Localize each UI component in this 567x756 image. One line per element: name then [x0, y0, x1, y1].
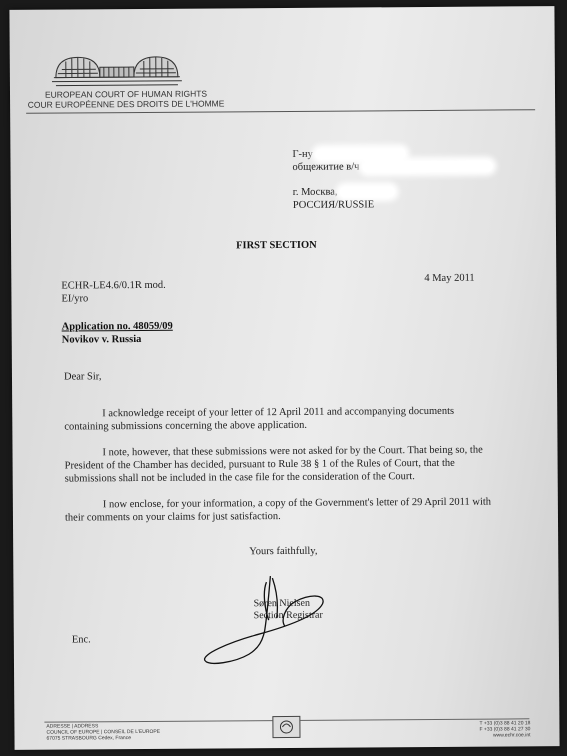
court-name-en: EUROPEAN COURT OF HUMAN RIGHTS	[44, 88, 208, 100]
letterhead-divider	[26, 109, 535, 114]
paragraph-1: I acknowledge receipt of your letter of 12 April 2011 and accompanying documents containing submissions concerning the above application.	[64, 405, 455, 433]
footer-phone: T +33 (0)3 88 41 20 18	[479, 720, 531, 727]
council-of-europe-logo	[272, 716, 300, 738]
redaction-mark	[340, 186, 395, 197]
footer-address-city: 67075 STRASBOURG Cedex, France	[46, 735, 132, 742]
footer-address	[46, 723, 160, 742]
addressee-line2: общежитие в/ч	[292, 161, 360, 173]
court-name-fr: COUR EUROPÉENNE DES DROITS DE L'HOMME	[27, 98, 225, 110]
redaction-mark	[315, 148, 405, 160]
paragraph-3: I now enclose, for your information, a copy of the Government's letter of 29 April 2011 with their comments on your claims for just satisfaction.	[64, 496, 492, 524]
signatory-title: Section Registrar	[253, 609, 323, 622]
court-name	[26, 88, 226, 109]
reference-code: ECHR-LE4.6/0.1R mod.	[61, 279, 166, 292]
paragraph-2: I note, however, that these submissions were not asked for by the Court. That being so, the President of the Chamber has decided, pursuant to Rule 38 § 1 of the Rules of Court, that the submissions shall not be included in the case file for the consideration of the Court.	[64, 444, 483, 485]
addressee-line4: РОССИЯ/RUSSIE	[292, 199, 375, 211]
section-title: FIRST SECTION	[236, 239, 317, 252]
addressee-block	[292, 147, 492, 212]
reference-block	[61, 279, 166, 306]
redaction-mark	[362, 161, 492, 173]
letter-date: 4 May 2011	[424, 272, 475, 285]
case-name: Novikov v. Russia	[61, 333, 142, 346]
salutation: Dear Sir,	[63, 371, 102, 383]
signatory-name: Søren Nielsen	[253, 597, 311, 610]
addressee-line3: г. Москва,	[292, 186, 338, 198]
addressee-line1: Г-ну	[292, 148, 313, 160]
footer-address-org: COUNCIL OF EUROPE | CONSEIL DE L'EUROPE	[46, 728, 161, 736]
footer-address-label: ADRESSE | ADDRESS	[46, 723, 99, 730]
reference-initials: EI/yro	[61, 293, 89, 305]
application-number: Application no. 48059/09	[61, 320, 173, 333]
footer-website: www.echr.coe.int	[492, 732, 531, 739]
enclosure-note: Enc.	[71, 634, 91, 646]
footer-contact	[440, 720, 530, 739]
closing: Yours faithfully,	[249, 545, 318, 558]
letter-page	[9, 6, 559, 750]
application-block	[62, 320, 173, 347]
court-building-logo	[52, 47, 182, 94]
footer-fax: F +33 (0)3 88 41 27 30	[479, 726, 531, 733]
handwritten-signature	[198, 568, 349, 674]
